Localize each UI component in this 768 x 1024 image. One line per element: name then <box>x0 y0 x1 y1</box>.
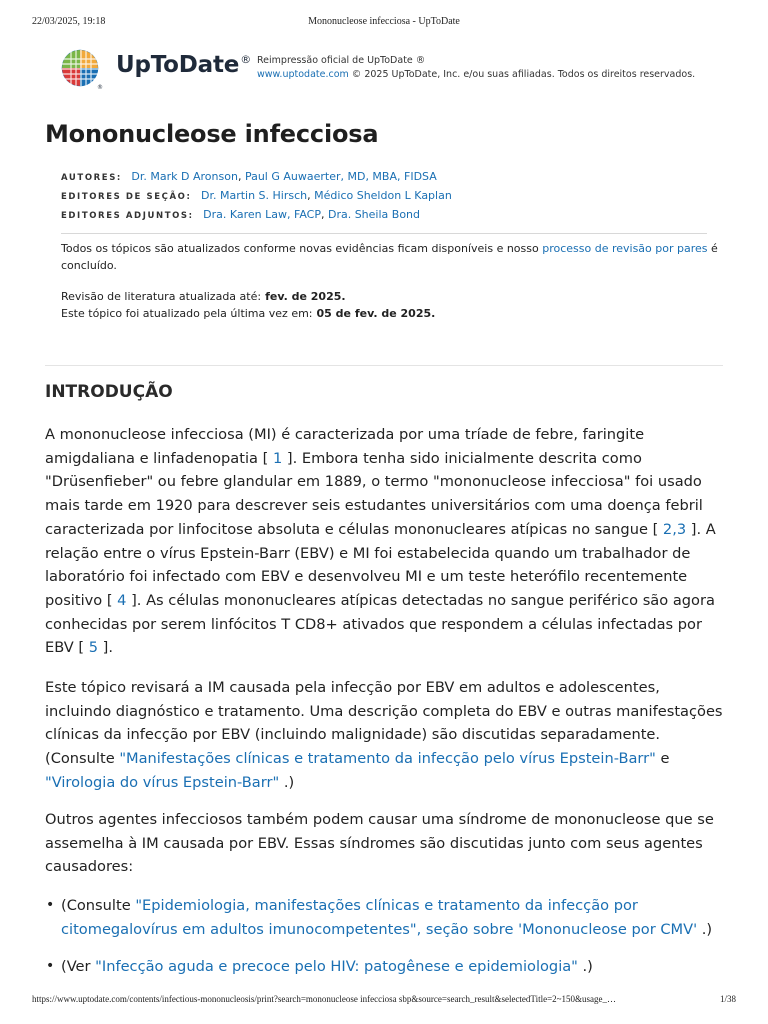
intro-paragraph-1: A mononucleose infecciosa (MI) é caracterizada por uma tríade de febre, faringite amigdaliana e linfadenopatia [ 1 ]. Embora tenha sido inicialmente descrita como "Drüsenfieber" ou febre glandular em 1889, o termo "mononucleose infecciosa" foi usado mais tarde em 1920 para descrever seis estudantes universitários com uma doença febril caracterizada por linfocitose absoluta e células mononucleares atípicas no sangue [ 2,3 ]. A relação entre o vírus Epstein-Barr (EBV) e MI foi estabelecida quando um trabalhador de laboratório foi infectado com EBV e desenvolveu MI e um teste heterófilo recentemente positivo [ 4 ]. As células mononucleares atípicas detectadas no sangue periférico são agora conhecidas por serem linfócitos T CD8+ ativados que respondem a células infectadas por EBV [ 5 ]. <box>45 426 716 657</box>
uptodate-logo-icon <box>60 48 103 91</box>
author-link[interactable]: Dr. Mark D Aronson <box>131 170 238 183</box>
reference-link[interactable]: 1 <box>272 449 283 467</box>
topic-link[interactable]: "Virologia do vírus Epstein-Barr" <box>45 773 280 791</box>
section-heading-introducao: INTRODUÇÃO <box>45 382 173 402</box>
print-url: https://www.uptodate.com/contents/infectious-mononucleosis/print?search=mononucleose infecciosa sbp&source=search_result&selectedTitle=2~150&usage_… <box>32 994 617 1004</box>
authors-label: AUTORES: <box>61 173 122 183</box>
brand-name: UpToDate® <box>116 52 251 78</box>
section-editor-link[interactable]: Médico Sheldon L Kaplan <box>314 189 452 202</box>
peer-review-link[interactable]: processo de revisão por pares <box>542 242 708 255</box>
intro-paragraph-2: Este tópico revisará a IM causada pela infecção por EBV em adultos e adolescentes, incluindo diagnóstico e tratamento. Uma descrição completa do EBV e outras manifestações clínicas da infecção por EBV (incluindo malignidade) são discutidas separadamente. (Consulte "Manifestações clínicas e tratamento da infecção pelo vírus Epstein-Barr" e "Virologia do vírus Epstein-Barr" .) <box>45 679 723 791</box>
topic-link[interactable]: "Infecção aguda e precoce pelo HIV: patogênese e epidemiologia" <box>95 958 578 976</box>
related-topics-list <box>45 894 725 993</box>
print-doc-title: Mononucleose infecciosa - UpToDate <box>308 16 460 27</box>
list-item: • (Ver "Infecção aguda e precoce pelo HIV: patogênese e epidemiologia" .) <box>46 958 593 976</box>
author-link[interactable]: Paul G Auwaerter, MD, MBA, FIDSA <box>244 170 437 183</box>
intro-paragraph-3: Outros agentes infecciosos também podem causar uma síndrome de mononucleose que se assemelha à IM causada por EBV. Essas síndromes são discutidas junto com seus agentes causadores: <box>45 811 714 876</box>
deputy-editors-label: EDITORES ADJUNTOS: <box>61 211 194 221</box>
page-title: Mononucleose infecciosa <box>45 120 379 148</box>
update-notice: Todos os tópicos são atualizados conforme novas evidências ficam disponíveis e nosso processo de revisão por pares é concluído. <box>61 242 718 272</box>
divider <box>45 365 723 366</box>
section-editors-label: EDITORES DE SEÇÃO: <box>61 192 192 202</box>
deputy-editors-row: EDITORES ADJUNTOS: Dra. Karen Law, FACP, Dra. Sheila Bond <box>61 208 420 221</box>
authors-row: AUTORES: Dr. Mark D Aronson, Paul G Auwaerter, MD, MBA, FIDSA <box>61 170 437 183</box>
list-item: • (Consulte "Epidemiologia, manifestações clínicas e tratamento da infecção por citomegalovírus em adultos imunocompetentes", seção sobre 'Mononucleose por CMV' .) <box>46 897 713 938</box>
deputy-editor-link[interactable]: Dra. Karen Law, FACP <box>203 208 321 221</box>
section-editors-row: EDITORES DE SEÇÃO: Dr. Martin S. Hirsch, Médico Sheldon L Kaplan <box>61 189 452 202</box>
reprint-line: Reimpressão oficial de UpToDate ® <box>257 55 426 66</box>
page-number: 1/38 <box>719 994 736 1004</box>
literature-review-date: Revisão de literatura atualizada até: fev. de 2025. <box>61 290 346 303</box>
reference-link[interactable]: 4 <box>117 591 127 609</box>
reprint-notice <box>257 54 695 82</box>
copyright-text: © 2025 UpToDate, Inc. e/ou suas afiliadas. Todos os direitos reservados. <box>348 69 696 80</box>
divider <box>61 233 707 234</box>
svg-text:®: ® <box>97 84 103 91</box>
deputy-editor-link[interactable]: Dra. Sheila Bond <box>327 208 420 221</box>
topic-link[interactable]: "Manifestações clínicas e tratamento da infecção pelo vírus Epstein-Barr" <box>119 750 656 768</box>
reference-link[interactable]: 2,3 <box>662 520 687 538</box>
print-datetime: 22/03/2025, 19:18 <box>32 16 106 27</box>
uptodate-site-link[interactable]: www.uptodate.com <box>257 69 349 80</box>
last-updated-date: Este tópico foi atualizado pela última vez em: 05 de fev. de 2025. <box>61 307 436 320</box>
section-editor-link[interactable]: Dr. Martin S. Hirsch <box>200 189 308 202</box>
reference-link[interactable]: 5 <box>88 639 99 657</box>
review-dates <box>61 288 435 322</box>
topic-link[interactable]: "Epidemiologia, manifestações clínicas e tratamento da infecção por citomegalovírus em adultos imunocompetentes", seção sobre 'Mononucleose por CMV' <box>61 897 698 938</box>
topic-contributors <box>61 168 452 225</box>
